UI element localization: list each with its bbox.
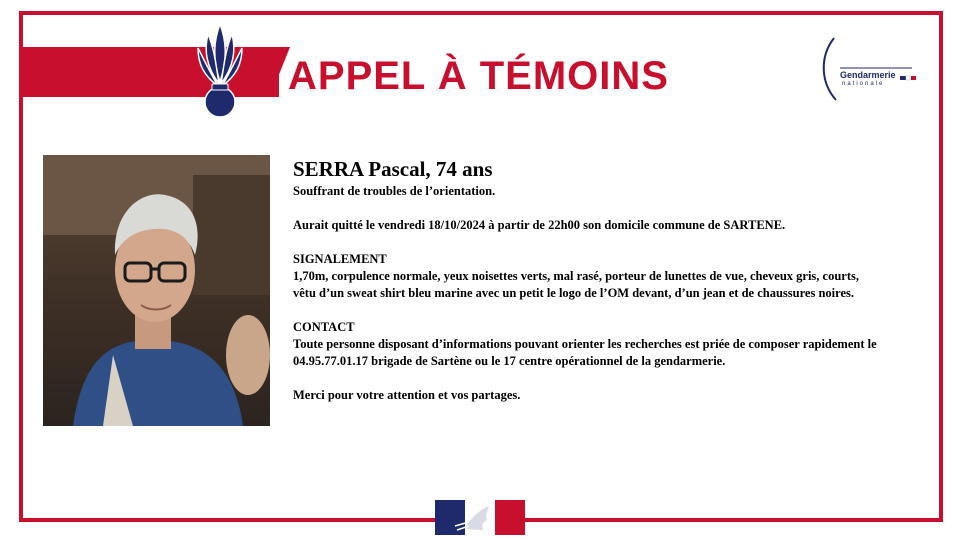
person-condition: Souffrant de troubles de l’orientation. [293, 184, 496, 198]
gendarmerie-nationale-logo [818, 34, 918, 106]
person-portrait [43, 155, 270, 426]
logo-subtitle: nationale [842, 81, 885, 87]
gendarmerie-grenade-emblem-icon [192, 20, 248, 120]
contact-text: Toute personne disposant d’informations pouvant orienter les recherches est priée de composer rapidement le 04.95.77.01.17 brigade de Sartène ou le 17 centre opérationnel de la gendarmerie. [293, 337, 877, 368]
spacer [293, 234, 883, 251]
description-text: 1,70m, corpulence normale, yeux noisettes verts, mal rasé, porteur de lunettes de vue, cheveux gris, courts, vêtu d’un sweat shirt bleu marine avec un petit le logo de l’OM devant, d’un jean et de chaussures noires. [293, 269, 859, 300]
person-name: SERRA Pascal, 74 ans [293, 157, 493, 181]
marianne-republic-logo-icon [435, 500, 525, 535]
missing-person-photo [43, 155, 270, 426]
page-title: APPEL À TÉMOINS [288, 54, 669, 98]
spacer [293, 370, 883, 387]
contact-heading: CONTACT [293, 320, 355, 334]
spacer [293, 200, 883, 217]
closing-message: Merci pour votre attention et vos partages. [293, 388, 521, 402]
disappearance-details: Aurait quitté le vendredi 18/10/2024 à partir de 22h00 son domicile commune de SARTENE. [293, 218, 786, 232]
logo-name: Gendarmerie [840, 70, 896, 80]
description-heading: SIGNALEMENT [293, 252, 387, 266]
header-banner-slant [270, 47, 290, 97]
spacer [293, 302, 883, 319]
notice-content [293, 156, 883, 404]
